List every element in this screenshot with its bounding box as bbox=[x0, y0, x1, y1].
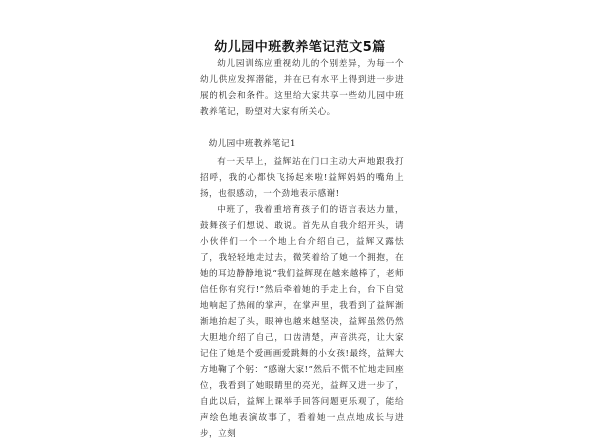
body-paragraph: 有一天早上，益辉站在门口主动大声地跟我打招呼，我的心都快飞扬起来啦!益辉妈妈的嘴角上扬，也很感动，一个劲地表示感谢! bbox=[200, 157, 404, 199]
intro-paragraph: 幼儿园训练应重视幼儿的个别差异，为每一个幼儿供应发挥潜能，并在已有水平上得到进一步进展的机会和条件。这里给大家共享一些幼儿园中班教养笔记，盼望对大家有所关心。 bbox=[200, 59, 404, 117]
body-paragraph: 中班了，我着重培育孩子们的语言表达力量，鼓舞孩子们想说、敢说。首先从自我介绍开头，请小伙伴们一个一个地上台介绍自己，益辉又露怯了，我轻轻地走过去，微笑着给了她一个拥抱，在她的耳边静静地说“我们益辉现在越来越棒了，老师信任你有究行!”然后牵着她的手走上台，台下自觉地响起了热闹的掌声，在掌声里，我看到了益辉渐渐地抬起了头，眼神也越来越坚决，益辉虽然仍然大胆地介绍了自己，口齿清楚，声音洪亮，让大家记住了她是个爱画画爱跳舞的小女孩!最终，益辉大方地鞠了个躬：“感谢大家!”然后不慌不忙地走回座位，我看到了她眼睛里的亮光，益辉又进一步了，自此以后，益辉上课举手回答问题更乐观了，能给声绘色地表演故事了，看着她一点点地成长与进步，立刻 bbox=[200, 205, 404, 439]
document-body bbox=[200, 56, 404, 442]
document-title: 幼儿园中班教养笔记范文5篇 bbox=[214, 40, 386, 55]
section-heading: 幼儿园中班教养笔记1 bbox=[208, 139, 296, 149]
